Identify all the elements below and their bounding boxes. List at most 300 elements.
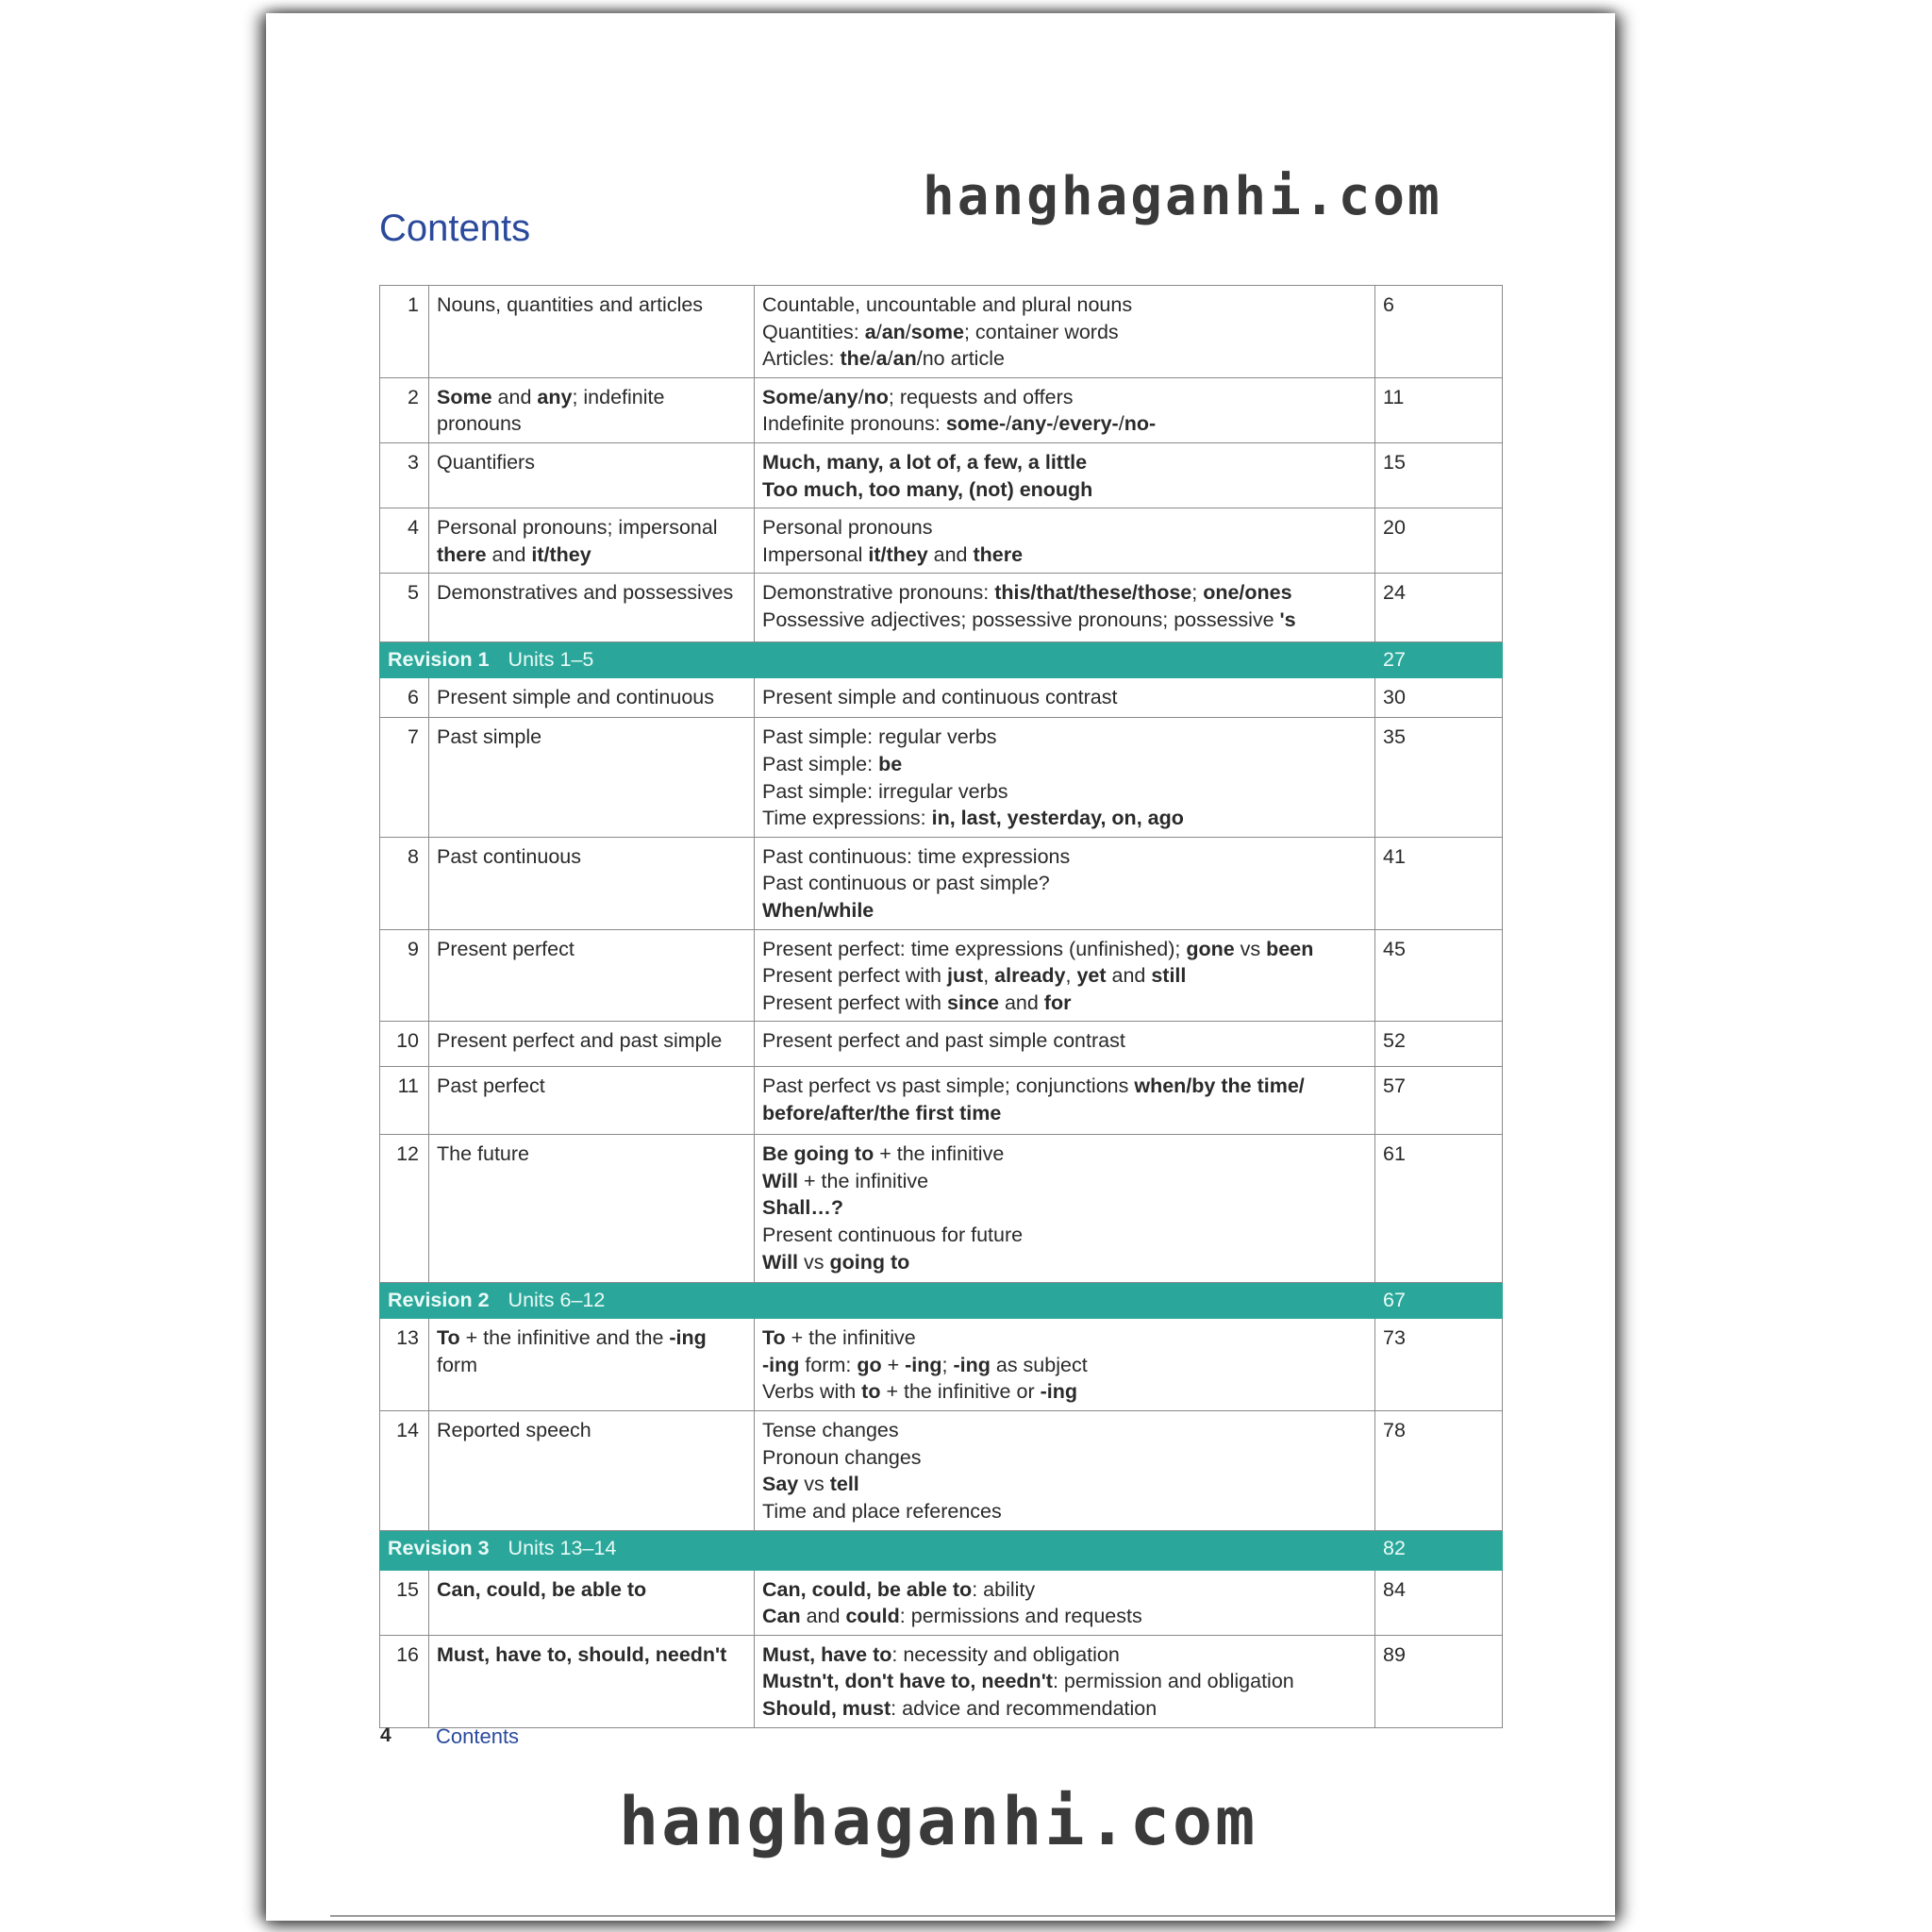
unit-topic <box>429 837 755 929</box>
detail-line <box>762 384 1367 411</box>
unit-topic <box>429 1022 755 1067</box>
topic-line <box>437 1073 746 1100</box>
detail-line <box>762 1324 1367 1352</box>
page-title: Contents <box>379 208 531 249</box>
unit-page: 52 <box>1375 1022 1503 1067</box>
bold-text: Mustn't, don't have to, needn't <box>762 1670 1053 1693</box>
text-run: Countable, uncountable and plural nouns <box>762 293 1133 316</box>
text-run: + the infinitive or <box>880 1380 1041 1404</box>
unit-topic <box>429 1319 755 1411</box>
text-run: Past continuous or past simple? <box>762 872 1050 895</box>
text-run: Tense changes <box>762 1419 899 1442</box>
topic-line <box>437 410 746 438</box>
bold-text: be <box>878 752 903 775</box>
unit-number: 8 <box>380 837 429 929</box>
watermark-top: hanghaganhi.com <box>923 166 1442 227</box>
detail-line <box>762 990 1367 1017</box>
detail-line <box>762 1668 1367 1695</box>
text-run: , <box>983 964 995 988</box>
bold-text: go <box>857 1353 882 1376</box>
unit-page: 78 <box>1375 1411 1503 1530</box>
bold-text: any <box>537 385 573 408</box>
bold-text: Some <box>762 385 818 408</box>
unit-number: 5 <box>380 574 429 642</box>
bold-text: before/after/the first time <box>762 1101 1002 1124</box>
unit-row <box>380 1570 1503 1635</box>
unit-page: 30 <box>1375 678 1503 718</box>
text-run: and <box>927 542 974 566</box>
text-run: / <box>1118 412 1124 436</box>
text-run: Present perfect <box>437 937 575 960</box>
unit-topic <box>429 508 755 574</box>
unit-row <box>380 508 1503 574</box>
unit-topic <box>429 1067 755 1135</box>
unit-details <box>755 377 1375 442</box>
unit-page: 45 <box>1375 929 1503 1022</box>
unit-row <box>380 1135 1503 1283</box>
bold-text: just <box>946 964 984 988</box>
bold-text: no <box>863 385 889 408</box>
detail-line <box>762 1471 1367 1498</box>
page-edge-line <box>330 1915 1615 1917</box>
text-run: Reported speech <box>437 1419 591 1442</box>
detail-line <box>762 579 1367 607</box>
detail-line <box>762 1141 1367 1168</box>
detail-line <box>762 751 1367 778</box>
detail-line <box>762 541 1367 569</box>
detail-line <box>762 1222 1367 1249</box>
text-run: Nouns, quantities and articles <box>437 293 704 316</box>
unit-details <box>755 929 1375 1022</box>
text-run: / <box>1053 412 1059 436</box>
text-run: ; requests and offers <box>888 385 1074 408</box>
text-run: Time expressions: <box>762 807 932 830</box>
unit-details <box>755 286 1375 378</box>
unit-row <box>380 1319 1503 1411</box>
bold-text: some- <box>945 412 1007 436</box>
bold-text: when/by the time/ <box>1134 1074 1305 1098</box>
text-run: Quantifiers <box>437 450 535 474</box>
bold-text: -ing <box>905 1353 942 1376</box>
text-run: : permission and obligation <box>1052 1670 1294 1693</box>
unit-row <box>380 574 1503 642</box>
text-run: Past perfect vs past simple; conjunctions <box>762 1074 1135 1098</box>
revision-title-cell <box>380 1283 755 1319</box>
detail-line <box>762 1641 1367 1669</box>
footer-section-label: Contents <box>436 1724 520 1748</box>
revision-row <box>380 1530 1503 1570</box>
text-run: / <box>875 320 882 343</box>
unit-details <box>755 1135 1375 1283</box>
unit-row <box>380 837 1503 929</box>
revision-title-cell <box>380 1530 755 1570</box>
bold-text: Much, many, a lot of, a few, a little <box>762 450 1088 474</box>
bold-text: some <box>910 320 964 343</box>
unit-page: 6 <box>1375 286 1503 378</box>
unit-page: 35 <box>1375 718 1503 837</box>
text-run: : ability <box>972 1577 1036 1601</box>
topic-line <box>437 1417 746 1444</box>
unit-row <box>380 1411 1503 1530</box>
bold-text: gone <box>1186 937 1235 960</box>
text-run: Present perfect with <box>762 964 947 988</box>
detail-line <box>762 607 1367 634</box>
detail-line <box>762 778 1367 806</box>
unit-topic <box>429 574 755 642</box>
unit-row <box>380 1067 1503 1135</box>
detail-line <box>762 1695 1367 1723</box>
text-run: vs <box>798 1473 830 1496</box>
bold-text: Shall…? <box>762 1196 844 1220</box>
bold-text: Say <box>762 1473 799 1496</box>
topic-line <box>437 724 746 751</box>
revision-units: Units 13–14 <box>508 1536 617 1559</box>
unit-topic <box>429 1135 755 1283</box>
unit-number: 15 <box>380 1570 429 1635</box>
text-run: vs <box>1234 937 1267 960</box>
revision-blank-cell <box>755 642 1375 678</box>
text-run: Present continuous for future <box>762 1224 1024 1247</box>
unit-details <box>755 442 1375 508</box>
bold-text: a <box>864 320 876 343</box>
topic-line <box>437 384 746 411</box>
detail-line <box>762 1194 1367 1222</box>
unit-number: 13 <box>380 1319 429 1411</box>
detail-line <box>762 962 1367 990</box>
topic-line <box>437 1352 746 1379</box>
detail-line <box>762 1378 1367 1406</box>
topic-line <box>437 936 746 963</box>
text-run: vs <box>798 1250 830 1274</box>
bold-text: a <box>875 347 888 371</box>
text-run: and <box>486 542 532 566</box>
unit-topic <box>429 1635 755 1727</box>
unit-row <box>380 286 1503 378</box>
bold-text: Can, could, be able to <box>437 1577 647 1601</box>
unit-details <box>755 718 1375 837</box>
unit-number: 4 <box>380 508 429 574</box>
revision-row <box>380 1283 1503 1319</box>
text-run: Indefinite pronouns: <box>762 412 946 436</box>
text-run: Present simple and continuous contrast <box>762 686 1118 709</box>
text-run: Past simple <box>437 725 542 749</box>
unit-details <box>755 508 1375 574</box>
topic-line <box>437 514 746 541</box>
unit-row <box>380 678 1503 718</box>
text-run: pronouns <box>437 412 522 436</box>
text-run: + <box>881 1353 906 1376</box>
detail-line <box>762 1603 1367 1630</box>
unit-number: 11 <box>380 1067 429 1135</box>
unit-topic <box>429 377 755 442</box>
unit-details <box>755 574 1375 642</box>
detail-line <box>762 1417 1367 1444</box>
text-run: Impersonal <box>762 542 869 566</box>
text-run: Past continuous <box>437 844 581 868</box>
bold-text: yet <box>1076 964 1107 988</box>
bold-text: could <box>845 1605 900 1628</box>
bold-text: every- <box>1058 412 1119 436</box>
unit-details <box>755 1411 1375 1530</box>
bold-text: Will <box>762 1169 799 1192</box>
unit-number: 14 <box>380 1411 429 1530</box>
unit-details <box>755 1022 1375 1067</box>
detail-line <box>762 291 1367 319</box>
revision-page: 27 <box>1375 642 1503 678</box>
text-run: Present perfect and past simple <box>437 1029 723 1053</box>
bold-text: tell <box>829 1473 859 1496</box>
unit-row <box>380 1635 1503 1727</box>
unit-page: 61 <box>1375 1135 1503 1283</box>
bold-text: Be going to <box>762 1142 874 1166</box>
unit-details <box>755 1067 1375 1135</box>
text-run: : permissions and requests <box>899 1605 1142 1628</box>
text-run: ; <box>941 1353 954 1376</box>
text-run: Past continuous: time expressions <box>762 844 1071 868</box>
text-run: / <box>905 320 911 343</box>
text-run: + the infinitive <box>785 1326 916 1350</box>
text-run: Past perfect <box>437 1074 545 1098</box>
unit-page: 24 <box>1375 574 1503 642</box>
topic-line <box>437 1576 746 1604</box>
bold-text: Can <box>762 1605 801 1628</box>
topic-line <box>437 541 746 569</box>
text-run: form: <box>799 1353 858 1376</box>
text-run: Past simple: <box>762 752 879 775</box>
text-run: and <box>998 991 1044 1014</box>
text-run: and <box>491 385 538 408</box>
text-run: Verbs with <box>762 1380 862 1404</box>
topic-line <box>437 579 746 607</box>
text-run: and <box>800 1605 846 1628</box>
unit-topic <box>429 678 755 718</box>
text-run: Present simple and continuous <box>437 686 715 709</box>
bold-text: no- <box>1124 412 1157 436</box>
revision-units: Units 1–5 <box>508 648 594 672</box>
text-run: /no article <box>916 347 1005 371</box>
detail-line <box>762 1168 1367 1195</box>
text-run: The future <box>437 1142 529 1166</box>
bold-text: -ing <box>762 1353 800 1376</box>
bold-text: to <box>861 1380 881 1404</box>
revision-title-cell <box>380 642 755 678</box>
bold-text: To <box>437 1326 460 1350</box>
unit-topic <box>429 718 755 837</box>
detail-line <box>762 805 1367 832</box>
unit-page: 41 <box>1375 837 1503 929</box>
detail-line <box>762 843 1367 871</box>
unit-page: 15 <box>1375 442 1503 508</box>
unit-row <box>380 377 1503 442</box>
detail-line <box>762 476 1367 504</box>
text-run: ; <box>1191 581 1204 605</box>
topic-line <box>437 843 746 871</box>
unit-number: 12 <box>380 1135 429 1283</box>
revision-row <box>380 642 1503 678</box>
bold-text: Must, have to, should, needn't <box>437 1642 727 1666</box>
topic-line <box>437 449 746 476</box>
unit-topic <box>429 442 755 508</box>
revision-page: 67 <box>1375 1283 1503 1319</box>
bold-text: in, last, yesterday, on, ago <box>931 807 1184 830</box>
detail-line <box>762 936 1367 963</box>
text-run: Past simple: regular verbs <box>762 725 997 749</box>
text-run: Past simple: irregular verbs <box>762 779 1008 803</box>
text-run: / <box>887 347 893 371</box>
revision-blank-cell <box>755 1530 1375 1570</box>
bold-text: still <box>1151 964 1187 988</box>
topic-line <box>437 684 746 711</box>
topic-line <box>437 1027 746 1055</box>
detail-line <box>762 1027 1367 1055</box>
text-run: Present perfect: time expressions (unfinished); <box>762 937 1187 960</box>
revision-label: Revision 2 <box>388 1289 490 1312</box>
bold-text: it/they <box>531 542 591 566</box>
detail-line <box>762 897 1367 924</box>
footer-page-number: 4 <box>380 1724 391 1746</box>
bold-text: going to <box>829 1250 910 1274</box>
text-run: : advice and recommendation <box>891 1697 1158 1721</box>
bold-text: -ing <box>953 1353 991 1376</box>
unit-details <box>755 1570 1375 1635</box>
bold-text: To <box>762 1326 786 1350</box>
bold-text: there <box>973 542 1024 566</box>
detail-line <box>762 449 1367 476</box>
text-run: and <box>1106 964 1152 988</box>
revision-label: Revision 1 <box>388 648 490 672</box>
text-run: Present perfect with <box>762 991 947 1014</box>
contents-table <box>379 285 1503 1728</box>
bold-text: When/while <box>762 898 874 922</box>
unit-topic <box>429 286 755 378</box>
unit-page: 20 <box>1375 508 1503 574</box>
text-run: Demonstrative pronouns: <box>762 581 995 605</box>
bold-text: Some <box>437 385 492 408</box>
text-run: Present perfect and past simple contrast <box>762 1029 1125 1053</box>
bold-text: 's <box>1279 608 1296 631</box>
detail-line <box>762 1498 1367 1525</box>
unit-number: 9 <box>380 929 429 1022</box>
text-run: + the infinitive <box>874 1142 1005 1166</box>
text-run: as subject <box>990 1353 1088 1376</box>
detail-line <box>762 724 1367 751</box>
unit-topic <box>429 1411 755 1530</box>
unit-page: 84 <box>1375 1570 1503 1635</box>
text-run: Pronoun changes <box>762 1445 922 1469</box>
bold-text: this/that/these/those <box>994 581 1192 605</box>
bold-text: for <box>1043 991 1072 1014</box>
unit-details <box>755 837 1375 929</box>
bold-text: already <box>994 964 1066 988</box>
text-run: , <box>1065 964 1077 988</box>
bold-text: since <box>946 991 999 1014</box>
text-run: + the infinitive and the <box>459 1326 670 1350</box>
text-run: ; container words <box>963 320 1119 343</box>
text-run: form <box>437 1353 477 1376</box>
detail-line <box>762 410 1367 438</box>
bold-text: an <box>881 320 906 343</box>
text-run: / <box>1006 412 1012 436</box>
unit-number: 6 <box>380 678 429 718</box>
detail-line <box>762 319 1367 346</box>
unit-page: 57 <box>1375 1067 1503 1135</box>
unit-row <box>380 718 1503 837</box>
bold-text: Will <box>762 1250 799 1274</box>
contents-table-body <box>380 286 1503 1728</box>
unit-page: 73 <box>1375 1319 1503 1411</box>
text-run: / <box>858 385 864 408</box>
unit-details <box>755 678 1375 718</box>
text-run: Possessive adjectives; possessive pronouns; possessive <box>762 608 1280 631</box>
detail-line <box>762 345 1367 373</box>
text-run: Time and place references <box>762 1500 1002 1524</box>
bold-text: any <box>823 385 858 408</box>
text-run: ; indefinite <box>572 385 665 408</box>
unit-details <box>755 1635 1375 1727</box>
bold-text: -ing <box>669 1326 707 1350</box>
text-run: / <box>870 347 876 371</box>
bold-text: Should, must <box>762 1697 891 1721</box>
bold-text: -ing <box>1040 1380 1077 1404</box>
topic-line <box>437 291 746 319</box>
text-run: Articles: <box>762 347 841 371</box>
revision-label: Revision 3 <box>388 1536 490 1559</box>
detail-line <box>762 1352 1367 1379</box>
unit-topic <box>429 1570 755 1635</box>
unit-number: 7 <box>380 718 429 837</box>
bold-text: Can, could, be able to <box>762 1577 973 1601</box>
text-run: / <box>817 385 824 408</box>
unit-number: 2 <box>380 377 429 442</box>
text-run: Demonstratives and possessives <box>437 581 734 605</box>
text-run: Personal pronouns; impersonal <box>437 516 718 540</box>
bold-text: any- <box>1011 412 1054 436</box>
detail-line <box>762 1073 1367 1100</box>
detail-line <box>762 1100 1367 1127</box>
unit-number: 1 <box>380 286 429 378</box>
bold-text: the <box>840 347 871 371</box>
bold-text: it/they <box>868 542 928 566</box>
detail-line <box>762 1576 1367 1604</box>
unit-details <box>755 1319 1375 1411</box>
text-run: Personal pronouns <box>762 516 933 540</box>
unit-number: 3 <box>380 442 429 508</box>
revision-units: Units 6–12 <box>508 1289 606 1312</box>
revision-page: 82 <box>1375 1530 1503 1570</box>
bold-text: an <box>892 347 917 371</box>
bold-text: there <box>437 542 487 566</box>
detail-line <box>762 684 1367 711</box>
topic-line <box>437 1141 746 1168</box>
unit-page: 11 <box>1375 377 1503 442</box>
topic-line <box>437 1641 746 1669</box>
unit-topic <box>429 929 755 1022</box>
bold-text: Must, have to <box>762 1642 892 1666</box>
topic-line <box>437 1324 746 1352</box>
detail-line <box>762 1444 1367 1472</box>
unit-number: 16 <box>380 1635 429 1727</box>
unit-row <box>380 442 1503 508</box>
bold-text: one/ones <box>1203 581 1292 605</box>
unit-number: 10 <box>380 1022 429 1067</box>
watermark-bottom: hanghaganhi.com <box>619 1783 1258 1860</box>
detail-line <box>762 514 1367 541</box>
unit-page: 89 <box>1375 1635 1503 1727</box>
unit-row <box>380 929 1503 1022</box>
text-run: : necessity and obligation <box>891 1642 1120 1666</box>
detail-line <box>762 1249 1367 1276</box>
bold-text: Too much, too many, (not) enough <box>762 477 1093 501</box>
